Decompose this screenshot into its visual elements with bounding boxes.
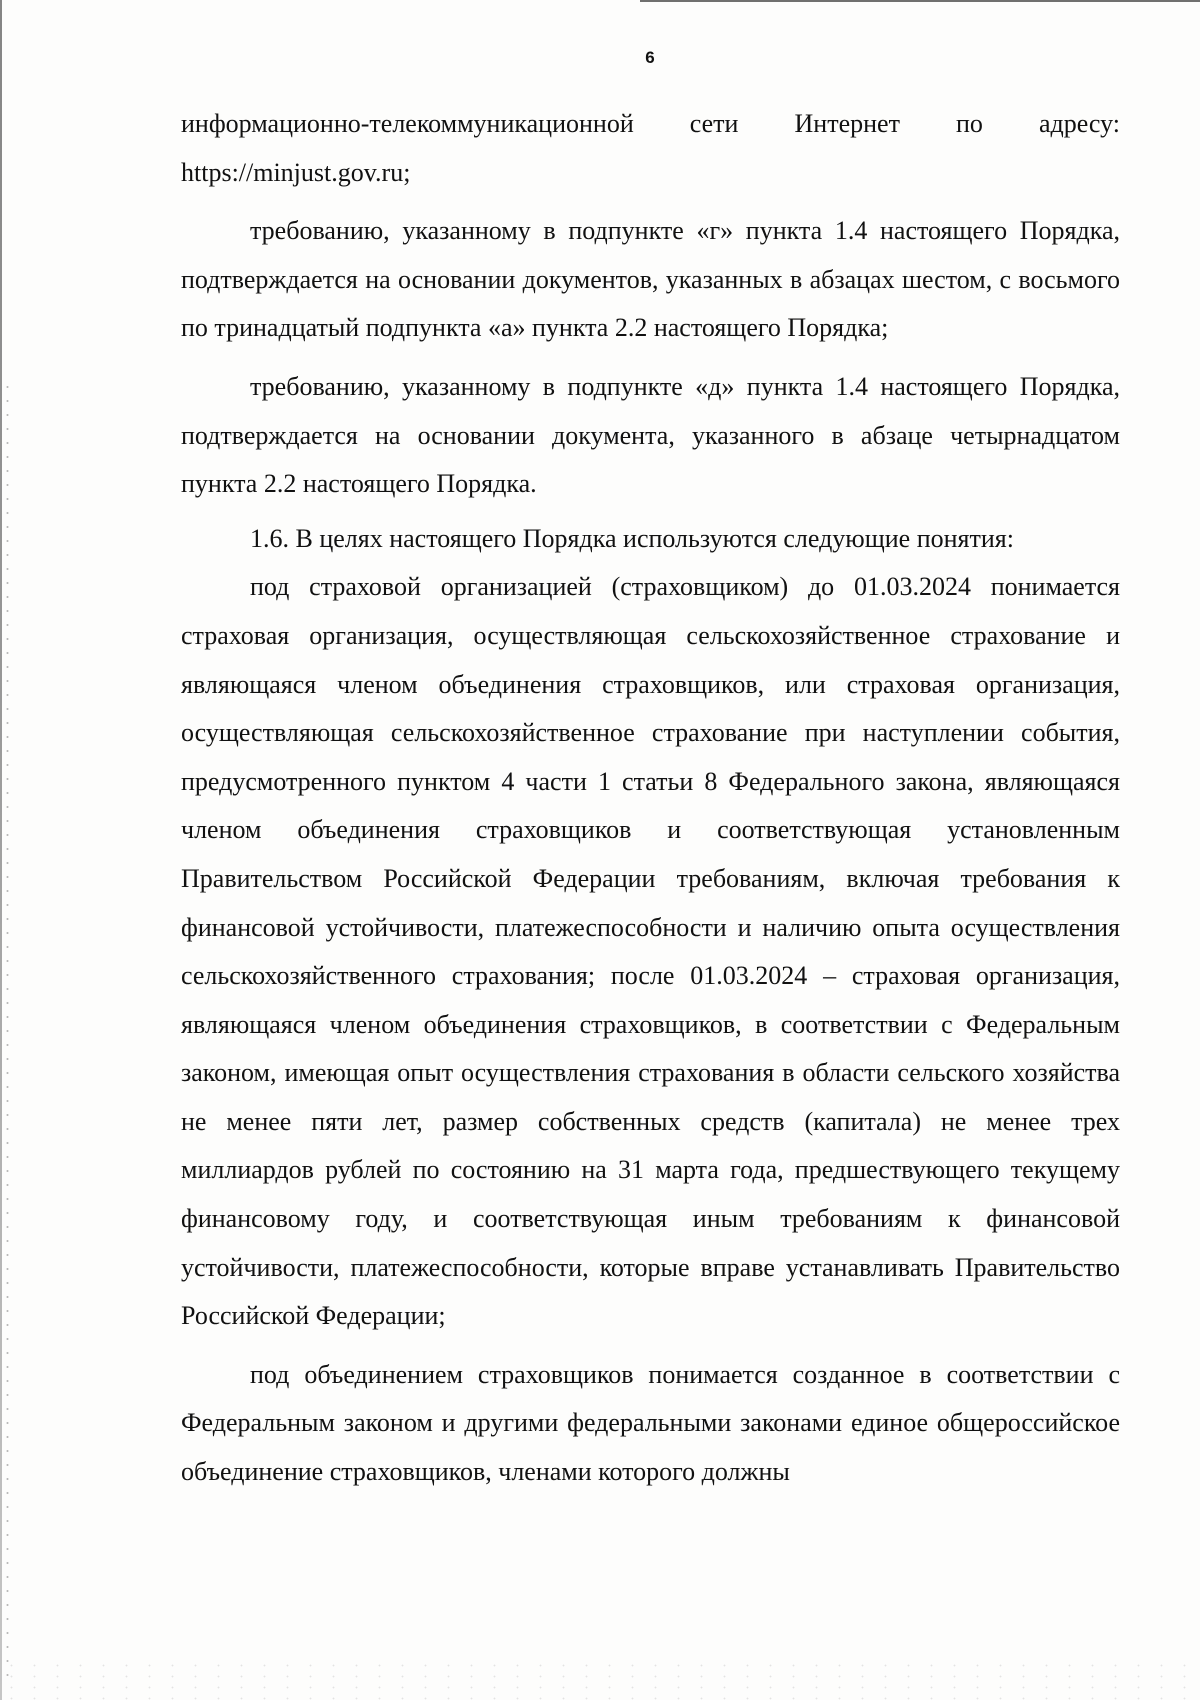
paragraph: под страховой организацией (страховщиком) до 01.03.2024 понимается страховая организация, осуществляющая сельскохозяйственное страхование и являющаяся членом объединения страховщиков, или страховая организация, осуществляющая сельскохозяйственное страхование при наступлении события, предусмотренного пунктом 4 части 1 статьи 8 Федерального закона, являющаяся членом объединения страховщиков и соответствующая установленным Правительством Российской Федерации требованиям, включая требования к финансовой устойчивости, платежеспособности и наличию опыта осуществления сельскохозяйственного страхования; после 01.03.2024 – страховая организация, являющаяся членом объединения страховщиков, в соответствии с Федеральным законом, имеющая опыт осуществления страхования в области сельского хозяйства не менее пяти лет, размер собственных средств (капитала) не менее трех миллиардов рублей по состоянию на 31 марта года, предшествующего текущему финансовому году, и соответствующая иным требованиям к финансовой устойчивости, платежеспособности, которые вправе устанавливать Правительство Российской Федерации; [181,572,1120,1331]
paragraph: 1.6. В целях настоящего Порядка используются следующие понятия: [250,523,1014,553]
paragraph: требованию, указанному в подпункте «д» пункта 1.4 настоящего Порядка, подтверждается на основании документа, указанного в абзаце четырнадцатом пункта 2.2 настоящего Порядка. [181,371,1120,499]
paragraph: под объединением страховщиков понимается созданное в соответствии с Федеральным законом и другими федеральными законами единое общероссийское объединение страховщиков, членами которого должны [181,1359,1120,1487]
scan-edge-artifact-top [640,0,1200,2]
scan-noise-artifact-bottom [0,1660,1200,1700]
paragraph: информационно-телекоммуникационной сети Интернет по адресу: https://minjust.gov.ru; [181,109,1120,187]
paragraph: требованию, указанному в подпункте «г» пункта 1.4 настоящего Порядка, подтверждается на основании документов, указанных в абзацах шестом, с восьмого по тринадцатый подпункта «а» пункта 2.2 настоящего Порядка; [181,216,1120,343]
page-number: 6 [645,48,655,67]
document-body [181,100,1120,1497]
scan-edge-artifact [0,0,2,1700]
scan-noise-artifact [6,380,9,1680]
